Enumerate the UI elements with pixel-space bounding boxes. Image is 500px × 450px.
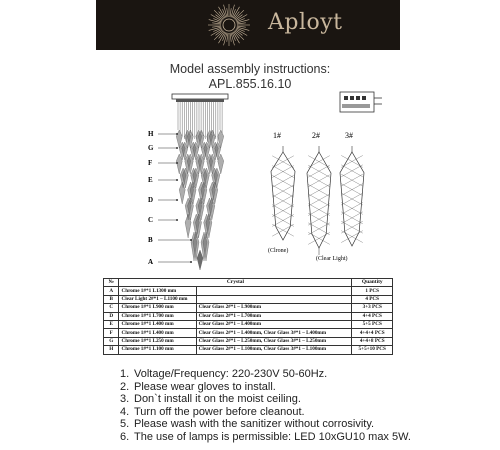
- table-cell-id: A: [104, 287, 119, 295]
- table-row: [104, 320, 393, 328]
- table-cell-b: [196, 287, 352, 295]
- table-cell-qty: 4+4+4 PCS: [352, 329, 393, 337]
- table-cell-id: F: [104, 329, 119, 337]
- table-cell-a: Chrome 1#*1 L400 mm: [119, 329, 196, 337]
- note-item: [120, 406, 411, 419]
- level-label-C: C: [148, 216, 154, 224]
- table-cell-id: G: [104, 337, 119, 345]
- table-cell-qty: 4 PCS: [352, 295, 393, 303]
- table-cell-a: Chrome 1#*1 L100 mm: [119, 346, 196, 354]
- note-number: 4.: [120, 405, 130, 418]
- note-item: [120, 431, 411, 444]
- level-label-F: F: [148, 159, 153, 167]
- level-label-E: E: [148, 176, 153, 184]
- table-row: [104, 346, 393, 354]
- level-label-B: B: [148, 236, 153, 244]
- table-cell-qty: 5+5 PCS: [352, 320, 393, 328]
- table-cell-qty: 4+4 PCS: [352, 312, 393, 320]
- table-cell-b: Clear Glass 2#*1 – L250mm, Clear Glass 3#*1 – L250mm: [196, 337, 352, 345]
- table-cell-qty: 1 PCS: [352, 287, 393, 295]
- table-cell-b: Clear Glass 2#*1 – L100mm, Clear Glass 3#*1 – L100mm: [196, 346, 352, 354]
- crystal-label-1: 1#: [273, 131, 281, 140]
- sunburst-logo-icon: [206, 3, 252, 47]
- note-text: Please wear gloves to install.: [134, 380, 276, 393]
- note-text: Don`t install it on the moist ceiling.: [134, 393, 301, 406]
- table-cell-b: Clear Glass 2#*1 – L900mm: [196, 304, 352, 312]
- table-cell-a: Chrome 1#*1 L700 mm: [119, 312, 196, 320]
- caption-chrome: (Clrone): [268, 248, 289, 254]
- col-crystal: Crystal: [119, 279, 352, 287]
- table-cell-a: Chrome 1#*1 L250 mm: [119, 337, 196, 345]
- note-number: 3.: [120, 393, 130, 406]
- crystal-label-2: 2#: [312, 131, 320, 140]
- table-cell-a: Chrome 1#*1 L1300 mm: [119, 287, 196, 295]
- note-item: [120, 393, 411, 406]
- table-cell-a: Chrome 1#*1 L400 mm: [119, 320, 196, 328]
- table-row: [104, 287, 393, 295]
- level-label-G: G: [148, 144, 154, 152]
- table-cell-id: B: [104, 295, 119, 303]
- brand-banner: [96, 0, 400, 50]
- crystal-detail: [271, 146, 364, 255]
- safety-notes: [120, 368, 411, 444]
- table-cell-qty: 3+3 PCS: [352, 304, 393, 312]
- model-number: APL.855.16.10: [208, 77, 292, 91]
- note-item: [120, 381, 411, 394]
- note-text: Please wash with the sanitizer without corrosivity.: [134, 418, 375, 431]
- table-cell-id: H: [104, 346, 119, 354]
- table-row: [104, 304, 393, 312]
- table-cell-a: Clear Light 2#*1 – L1100 mm: [119, 295, 196, 303]
- col-number: №: [104, 279, 119, 287]
- table-cell-id: C: [104, 304, 119, 312]
- note-text: The use of lamps is permissible: LED 10xGU10 max 5W.: [134, 430, 411, 443]
- level-label-D: D: [148, 196, 154, 204]
- assembly-drawing: [0, 90, 500, 275]
- crystal-cluster: [176, 130, 224, 270]
- crystal-spec-table: [103, 278, 393, 355]
- ceiling-plate: [172, 94, 228, 99]
- table-cell-qty: 4+4+8 PCS: [352, 337, 393, 345]
- table-cell-qty: 5+5+10 PCS: [352, 346, 393, 354]
- driver-box-icon: [340, 92, 382, 112]
- table-cell-b: Clear Glass 2#*1 – L400mm, Clear Glass 3#*1 – L400mm: [196, 329, 352, 337]
- table-cell-a: Chrome 1#*1 L900 mm: [119, 304, 196, 312]
- table-cell-b: Clear Glass 2#*1 – L400mm: [196, 320, 352, 328]
- table-row: [104, 337, 393, 345]
- col-quantity: Quantity: [352, 279, 393, 287]
- note-text: Turn off the power before cleanout.: [134, 405, 305, 418]
- ceiling-plate-bar: [176, 99, 224, 102]
- crystal-label-3: 3#: [345, 131, 353, 140]
- table-header-row: [104, 279, 393, 287]
- note-number: 1.: [120, 368, 130, 380]
- page-title: Model assembly instructions:: [169, 62, 331, 76]
- table-cell-id: D: [104, 312, 119, 320]
- note-number: 2.: [120, 380, 130, 393]
- table-row: [104, 295, 393, 303]
- level-label-H: H: [148, 130, 154, 138]
- table-cell-b: Clear Glass 2#*1 – L700mm: [196, 312, 352, 320]
- table-row: [104, 329, 393, 337]
- note-item: [120, 418, 411, 431]
- level-label-A: A: [148, 258, 154, 266]
- table-cell-id: E: [104, 320, 119, 328]
- table-row: [104, 312, 393, 320]
- caption-clear-light: (Clear Light): [316, 256, 348, 262]
- brand-name: Aployt: [268, 10, 343, 35]
- note-text: Voltage/Frequency: 220-230V 50-60Hz.: [134, 368, 328, 380]
- note-number: 6.: [120, 430, 130, 443]
- note-item: [120, 368, 411, 381]
- note-number: 5.: [120, 418, 130, 431]
- table-cell-b: [196, 295, 352, 303]
